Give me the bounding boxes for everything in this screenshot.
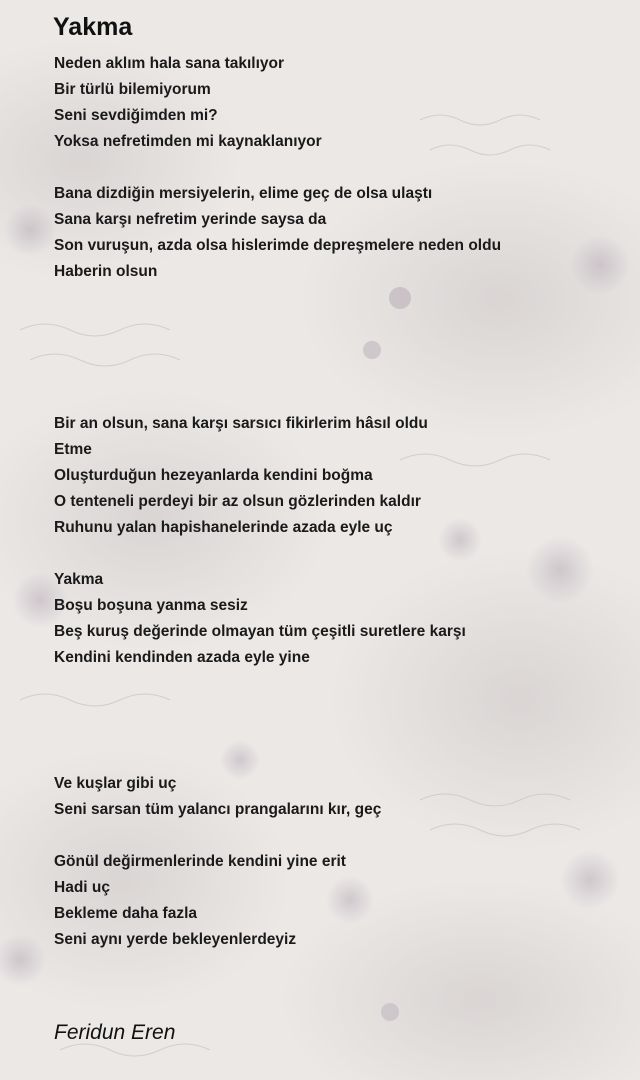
- poem-line: Seni sarsan tüm yalancı prangalarını kır, geç: [54, 801, 382, 818]
- poem-line: Etme: [54, 441, 92, 458]
- poem-line: Ruhunu yalan hapishanelerinde azada eyle uç: [54, 519, 393, 536]
- poem-line: Sana karşı nefretim yerinde saysa da: [54, 211, 327, 228]
- poem-line: Neden aklım hala sana takılıyor: [54, 55, 285, 72]
- poem-line: Yoksa nefretimden mi kaynaklanıyor: [54, 133, 322, 150]
- poem-line: Bekleme daha fazla: [54, 905, 198, 922]
- poem-line: Haberin olsun: [54, 263, 158, 280]
- poem-author: Feridun Eren: [54, 1021, 176, 1044]
- poem-line: Son vuruşun, azda olsa hislerimde depreşmelere neden oldu: [54, 237, 502, 254]
- poem-line: Seni aynı yerde bekleyenlerdeyiz: [54, 931, 297, 948]
- poem-line: Seni sevdiğimden mi?: [54, 107, 218, 124]
- poem-title: Yakma: [53, 13, 133, 41]
- poem-line: O tenteneli perdeyi bir az olsun gözlerinden kaldır: [54, 493, 421, 510]
- poem-line: Beş kuruş değerinde olmayan tüm çeşitli suretlere karşı: [54, 623, 466, 640]
- poem-line: Bana dizdiğin mersiyelerin, elime geç de olsa ulaştı: [54, 185, 433, 202]
- poem-line: Yakma: [54, 571, 104, 588]
- poem-line: Kendini kendinden azada eyle yine: [54, 649, 310, 666]
- poem-line: Gönül değirmenlerinde kendini yine erit: [54, 853, 346, 870]
- poem-line: Oluşturduğun hezeyanlarda kendini boğma: [54, 467, 373, 484]
- poem-line: Boşu boşuna yanma sesiz: [54, 597, 248, 614]
- poem-line: Bir an olsun, sana karşı sarsıcı fikirlerim hâsıl oldu: [54, 415, 428, 432]
- poem-line: Ve kuşlar gibi uç: [54, 775, 177, 792]
- poem-line: Hadi uç: [54, 879, 110, 896]
- poem-line: Bir türlü bilemiyorum: [54, 81, 211, 98]
